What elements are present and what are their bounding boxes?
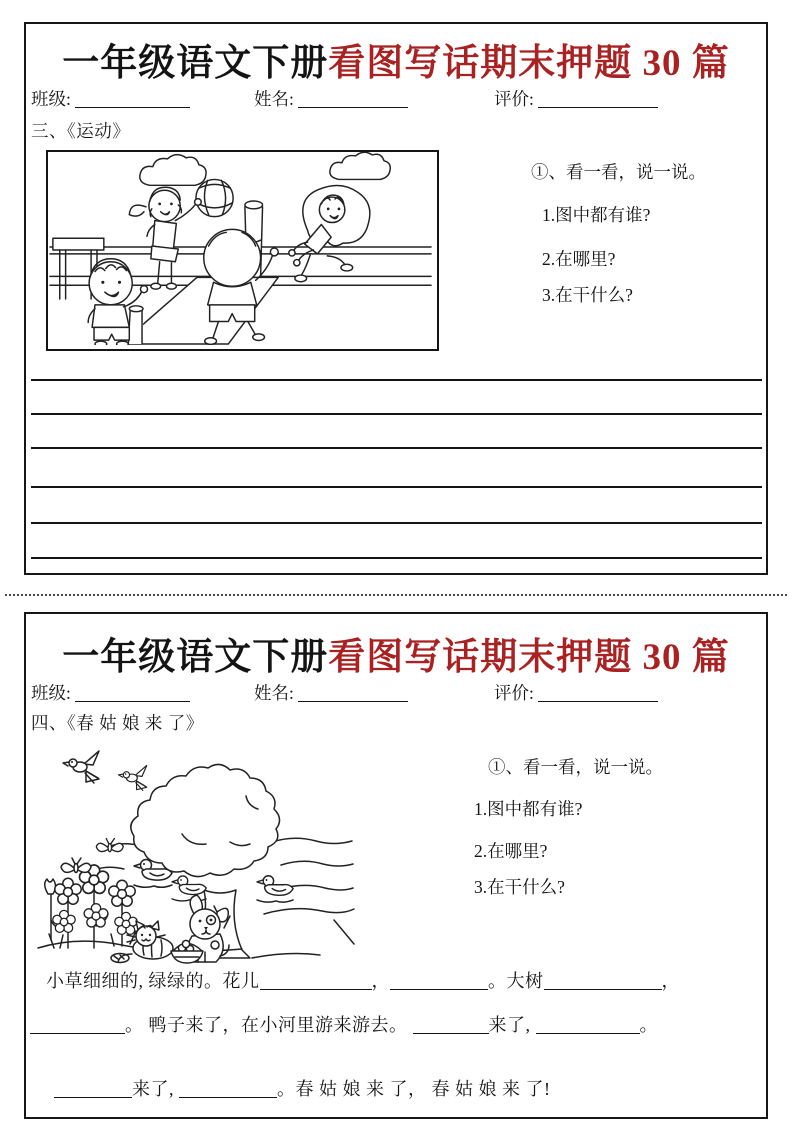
fill-text: 。 鸭子来了，在小河里游来游去。 [125,1015,408,1035]
class-label: 班级: [31,683,71,703]
name-blank [298,686,408,702]
swallow-icon [119,765,147,790]
flower-icon [115,912,137,934]
page-separator [5,594,787,596]
spring-illustration-area [34,744,359,966]
swallow-icon [63,751,99,783]
question-1: 1.图中都有谁? [474,799,583,819]
section-title-3: 三、《运动》 [31,121,131,141]
fill-text: 。春 姑 娘 来 了， 春 姑 娘 来 了! [277,1079,551,1099]
fill-text: 小草细细的, 绿绿的。花儿 [46,971,260,991]
spring-illustration [34,744,359,966]
question-head: ①、看一看，说一说。 [488,757,663,777]
butterfly-icon [96,839,123,852]
question-1: 1.图中都有谁? [542,205,651,225]
name-label: 姓名: [254,89,294,109]
question-3: 3.在干什么? [542,285,633,305]
fill-line-1 [46,967,680,993]
fill-blank [544,974,662,990]
name-field [254,680,408,705]
flower-icon [109,880,135,906]
fill-text: 。大树 [488,971,544,991]
eval-field [494,86,658,111]
fill-blank [536,1018,640,1034]
duck-icon [257,876,293,902]
writing-line [31,379,762,381]
question-head: ①、看一看，说一说。 [531,162,706,182]
page-title-red: 看图写话期末押题 30 篇 [328,637,730,678]
flower-icon [55,878,81,904]
fill-blank [30,1018,125,1034]
class-blank [75,92,190,108]
fill-blank [390,974,488,990]
eval-field [494,680,658,705]
class-blank [75,686,190,702]
writing-line [31,557,762,559]
sports-illustration-frame [46,150,439,351]
writing-line [31,486,762,488]
eval-label: 评价: [494,89,534,109]
question-2: 2.在哪里? [542,249,616,269]
section-title-4: 四、《春 姑 娘 来 了》 [31,713,204,733]
name-label: 姓名: [254,683,294,703]
fill-line-2 [30,1011,658,1037]
fill-line-3 [54,1075,551,1101]
page-title-red: 看图写话期末押题 30 篇 [328,43,730,84]
name-blank [298,92,408,108]
eval-blank [538,92,658,108]
question-2: 2.在哪里? [474,841,548,861]
class-field [31,680,190,705]
fill-blank [54,1082,132,1098]
fill-blank [260,974,372,990]
fill-text: 来了, [132,1079,174,1099]
page-title-black: 一年级语文下册 [62,637,329,678]
page-title [26,626,766,680]
eval-label: 评价: [494,683,534,703]
writing-line [31,447,762,449]
writing-line [31,522,762,524]
fill-text: ， [661,971,680,991]
class-field [31,86,190,111]
flower-icon [84,904,108,927]
page-2 [24,612,768,1119]
eval-blank [538,686,658,702]
page-title-black: 一年级语文下册 [62,43,329,84]
fill-text: 来了, [488,1015,531,1035]
flower-icon [53,910,75,932]
fill-blank [179,1082,277,1098]
sports-illustration [48,152,433,345]
page-title [26,32,766,86]
writing-line [31,413,762,415]
class-label: 班级: [31,89,71,109]
name-field [254,86,408,111]
fill-text: 。 [639,1015,658,1035]
fill-blank [413,1018,489,1034]
page-1 [24,22,768,575]
butterfly-icon [61,858,91,873]
duck-icon [172,876,206,901]
fill-text: ， [371,971,390,991]
question-3: 3.在干什么? [474,877,565,897]
